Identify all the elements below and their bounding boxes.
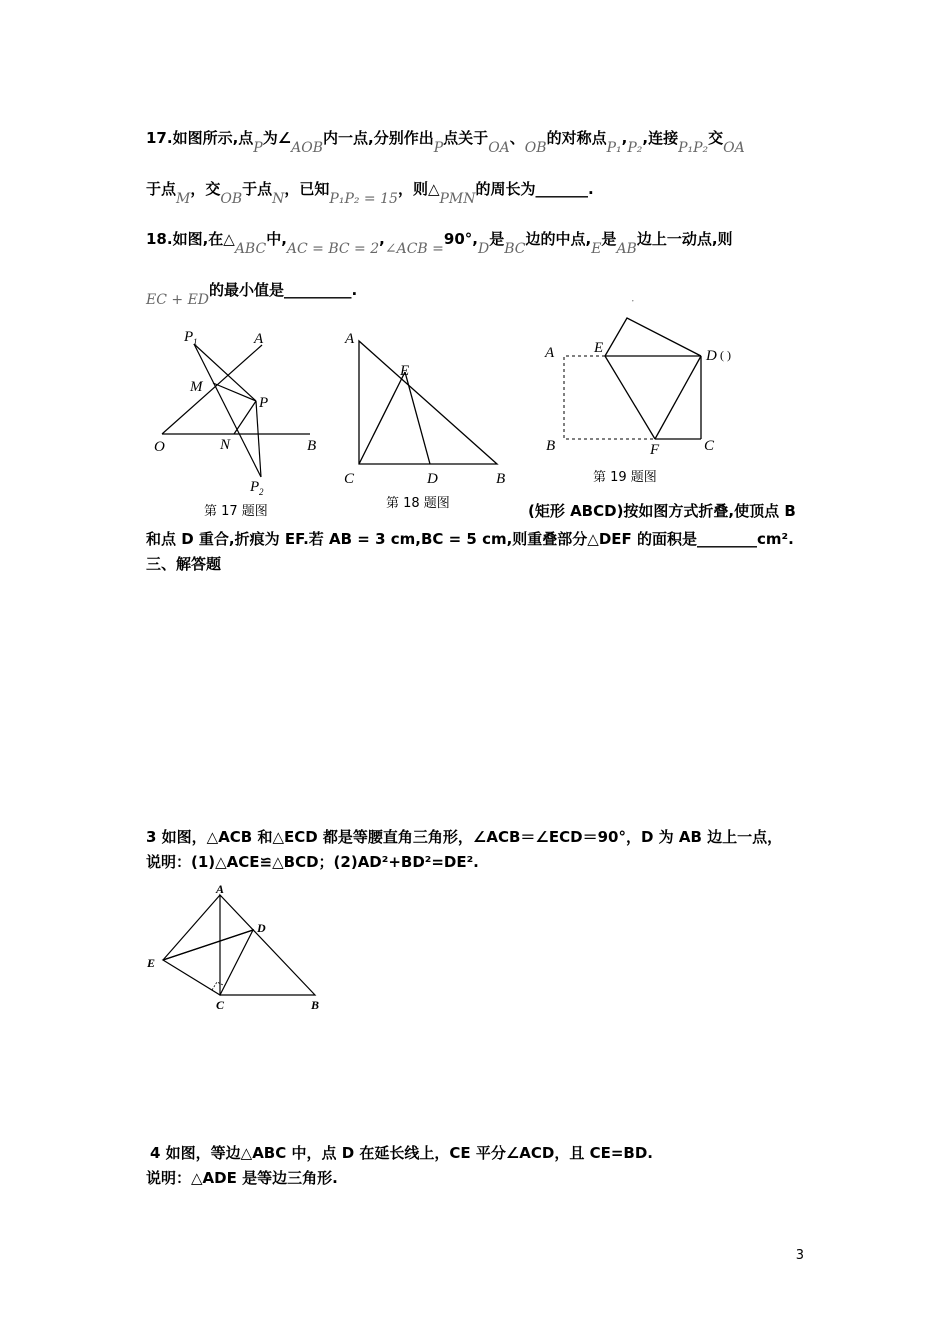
svg-text:': ' xyxy=(632,300,634,309)
label-a: A xyxy=(254,331,264,347)
p4-line1: 4 如图，等边△ABC 中，点 D 在延长线上，CE 平分∠ACD，且 CE=BD. xyxy=(150,1144,653,1162)
triangle-ecd xyxy=(163,930,253,995)
segment-p-p2 xyxy=(256,401,261,477)
label-b: B xyxy=(307,438,317,454)
figure-18 xyxy=(338,325,518,490)
figure-p3 xyxy=(140,880,340,1015)
label-o: O xyxy=(154,439,165,455)
triangle-acb xyxy=(220,895,315,995)
label-c: C xyxy=(704,438,715,454)
section-heading: 三、解答题 xyxy=(146,555,222,573)
p3-line1: 3 如图，△ACB 和△ECD 都是等腰直角三角形，∠ACB＝∠ECD＝90°，D 为 AB 边上一点， xyxy=(146,828,783,846)
label-c: C xyxy=(344,471,355,487)
label-e: E xyxy=(147,956,156,970)
svg-text:1: 1 xyxy=(193,337,198,347)
figure-19 xyxy=(538,300,758,465)
label-p1: P xyxy=(184,329,194,345)
triangle-abc xyxy=(359,341,497,464)
fig19-paren: ( ) xyxy=(720,348,731,362)
ray-oa xyxy=(162,345,262,434)
label-b: B xyxy=(546,438,556,454)
label-b: B xyxy=(496,471,506,487)
segment-p-p1 xyxy=(194,344,256,401)
label-d: D xyxy=(427,471,438,487)
label-d: D xyxy=(257,921,266,935)
segment-fd xyxy=(655,356,701,439)
q17-line2: 于点M，交OB于点N，已知P₁P₂ = 15，则△PMN的周长为_______. xyxy=(146,180,594,207)
segment-m-p xyxy=(213,383,256,401)
label-m: M xyxy=(190,379,203,395)
label-a: A xyxy=(216,882,225,896)
folded-flap xyxy=(605,318,701,356)
q17-line1: 17.如图所示,点P为∠AOB内一点,分别作出P点关于OA、OB的对称点P₁,P₂,连接P₁P₂交OA xyxy=(146,129,745,156)
p3-line2: 说明：(1)△ACE≌△BCD；(2)AD²+BD²=DE². xyxy=(146,853,479,871)
figure-17-caption: 第 17 题图 xyxy=(204,504,268,519)
segment-n-p xyxy=(234,401,256,434)
figure-17 xyxy=(150,325,330,500)
label-n: N xyxy=(220,437,231,453)
label-p: P xyxy=(259,395,269,411)
label-e: E xyxy=(594,340,604,356)
segment-p1-p2 xyxy=(194,344,261,477)
label-p2: P xyxy=(250,479,260,495)
label-d: D xyxy=(706,348,717,364)
q19-line1: (矩形 ABCD)按如图方式折叠,使顶点 B xyxy=(528,502,796,520)
label-a: A xyxy=(345,331,355,347)
q18-line1: 18.如图,在△ABC中,AC = BC = 2,∠ACB =90°,D是BC边的中点,E是AB边上一动点,则 xyxy=(146,230,733,257)
label-c: C xyxy=(216,998,225,1012)
dashed-original-part xyxy=(564,356,655,439)
label-e: E xyxy=(400,363,410,379)
figure-19-caption: 第 19 题图 xyxy=(593,470,657,485)
label-a: A xyxy=(545,345,555,361)
q19-line2: 和点 D 重合,折痕为 EF.若 AB = 3 cm,BC = 5 cm,则重叠部分△DEF 的面积是________cm². xyxy=(146,530,794,548)
svg-text:2: 2 xyxy=(259,487,264,497)
segment-ef xyxy=(605,356,655,439)
label-b: B xyxy=(311,998,320,1012)
p4-line2: 说明：△ADE 是等边三角形. xyxy=(146,1169,338,1187)
segment-ed xyxy=(405,372,430,464)
page-number: 3 xyxy=(795,1248,804,1263)
q18-line2: EC + ED的最小值是_________. xyxy=(146,281,358,308)
label-f: F xyxy=(650,442,660,458)
figure-18-caption: 第 18 题图 xyxy=(386,496,450,511)
segment-ce xyxy=(359,372,405,464)
